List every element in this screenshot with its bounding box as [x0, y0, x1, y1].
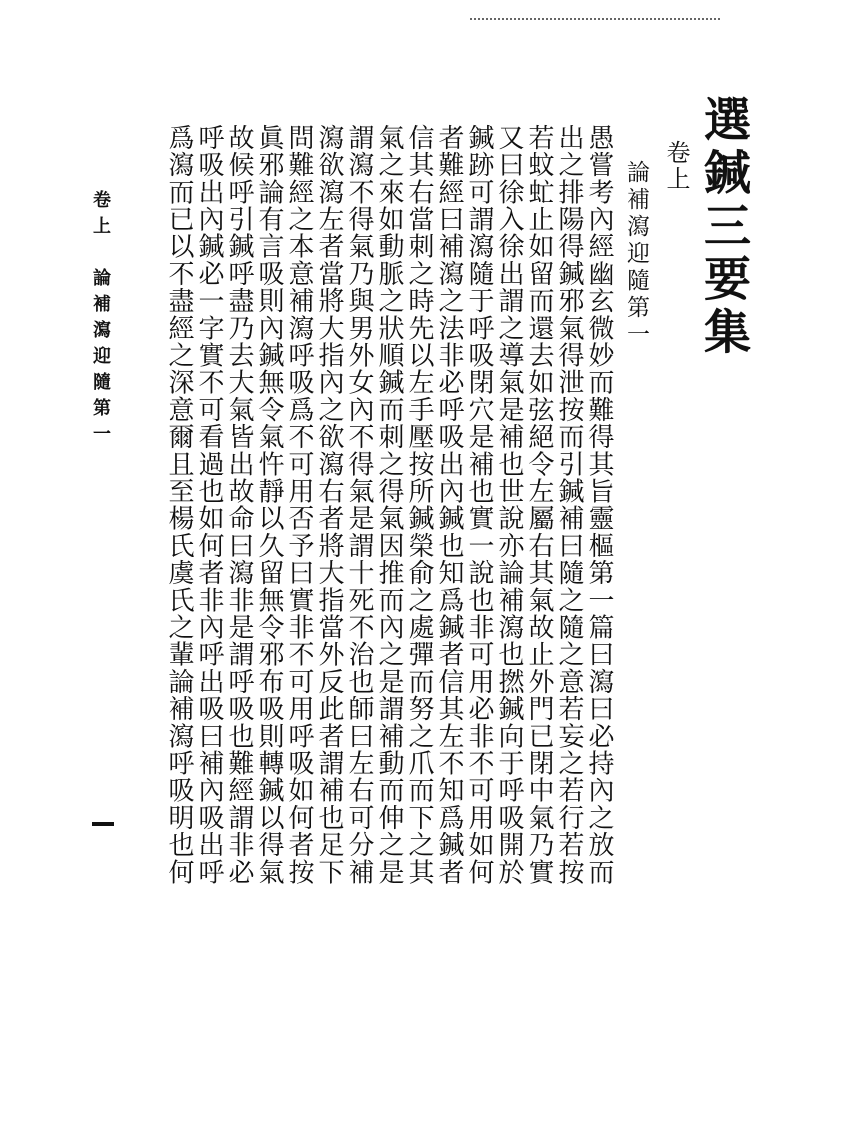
margin-running-head: 卷上 論補瀉迎隨第一	[90, 190, 111, 450]
text-column-5: 鍼跡可謂瀉隨于呼吸閉穴是補也實一說也非可用必非不可用如何	[464, 124, 494, 886]
text-column-12: 眞邪論有言吸則內鍼無令氣忤靜以久留無令邪布吸則轉鍼以得氣	[254, 124, 284, 886]
folio-number	[92, 822, 114, 826]
text-column-6: 者難經曰補瀉之法非必呼吸出內鍼也知爲鍼者信其左不知爲鍼者	[434, 124, 464, 886]
text-column-10: 瀉欲瀉左者當將大指內之欲瀉右者將大指當外反此者謂補也足下	[314, 124, 344, 886]
text-column-4: 又曰徐入徐出謂之導氣是補也世說亦論補瀉也撚鍼向于呼吸開於	[494, 124, 524, 886]
text-column-2: 出之排陽得鍼邪氣得泄按而引鍼補曰隨之隨之意若妄之若行若按	[554, 124, 584, 886]
book-title: 選鍼三要集	[696, 95, 751, 360]
text-column-15: 爲瀉而已以不盡經之深意爾且至楊氏虞氏之輩論補瀉呼吸明也何	[164, 124, 194, 886]
scan-artifact-marks	[470, 18, 720, 23]
text-column-13: 故候呼引鍼呼盡乃去大氣皆出故命曰瀉非是謂呼吸也難經謂非必	[224, 124, 254, 886]
volume-label: 卷上	[662, 140, 690, 192]
chapter-title: 論補瀉迎隨第一	[623, 160, 649, 349]
text-column-7: 信其右當刺之時先以左手壓按所鍼榮俞之處彈而努之爪而下之其	[404, 124, 434, 886]
text-column-14: 呼吸出內鍼必一字實不可看過也如何者非內呼出吸曰補內吸出呼	[194, 124, 224, 886]
text-column-3: 若蚊虻止如留而還去如弦絕令左屬右其氣故止外門已閉中氣乃實	[524, 124, 554, 886]
text-column-1: 愚嘗考內經幽玄微妙而難得其旨靈樞第一篇曰瀉曰必持內之放而	[584, 124, 614, 886]
text-column-8: 氣之來如動脈之狀順鍼而刺之得氣因推而內之是謂補動而伸之是	[374, 124, 404, 886]
text-column-11: 問難經之本意補瀉呼吸爲不可用否予曰實非不可用呼吸如何者按	[284, 124, 314, 886]
text-column-9: 謂瀉不得氣乃與男外女內不得氣是謂十死不治也師曰左右可分補	[344, 124, 374, 886]
